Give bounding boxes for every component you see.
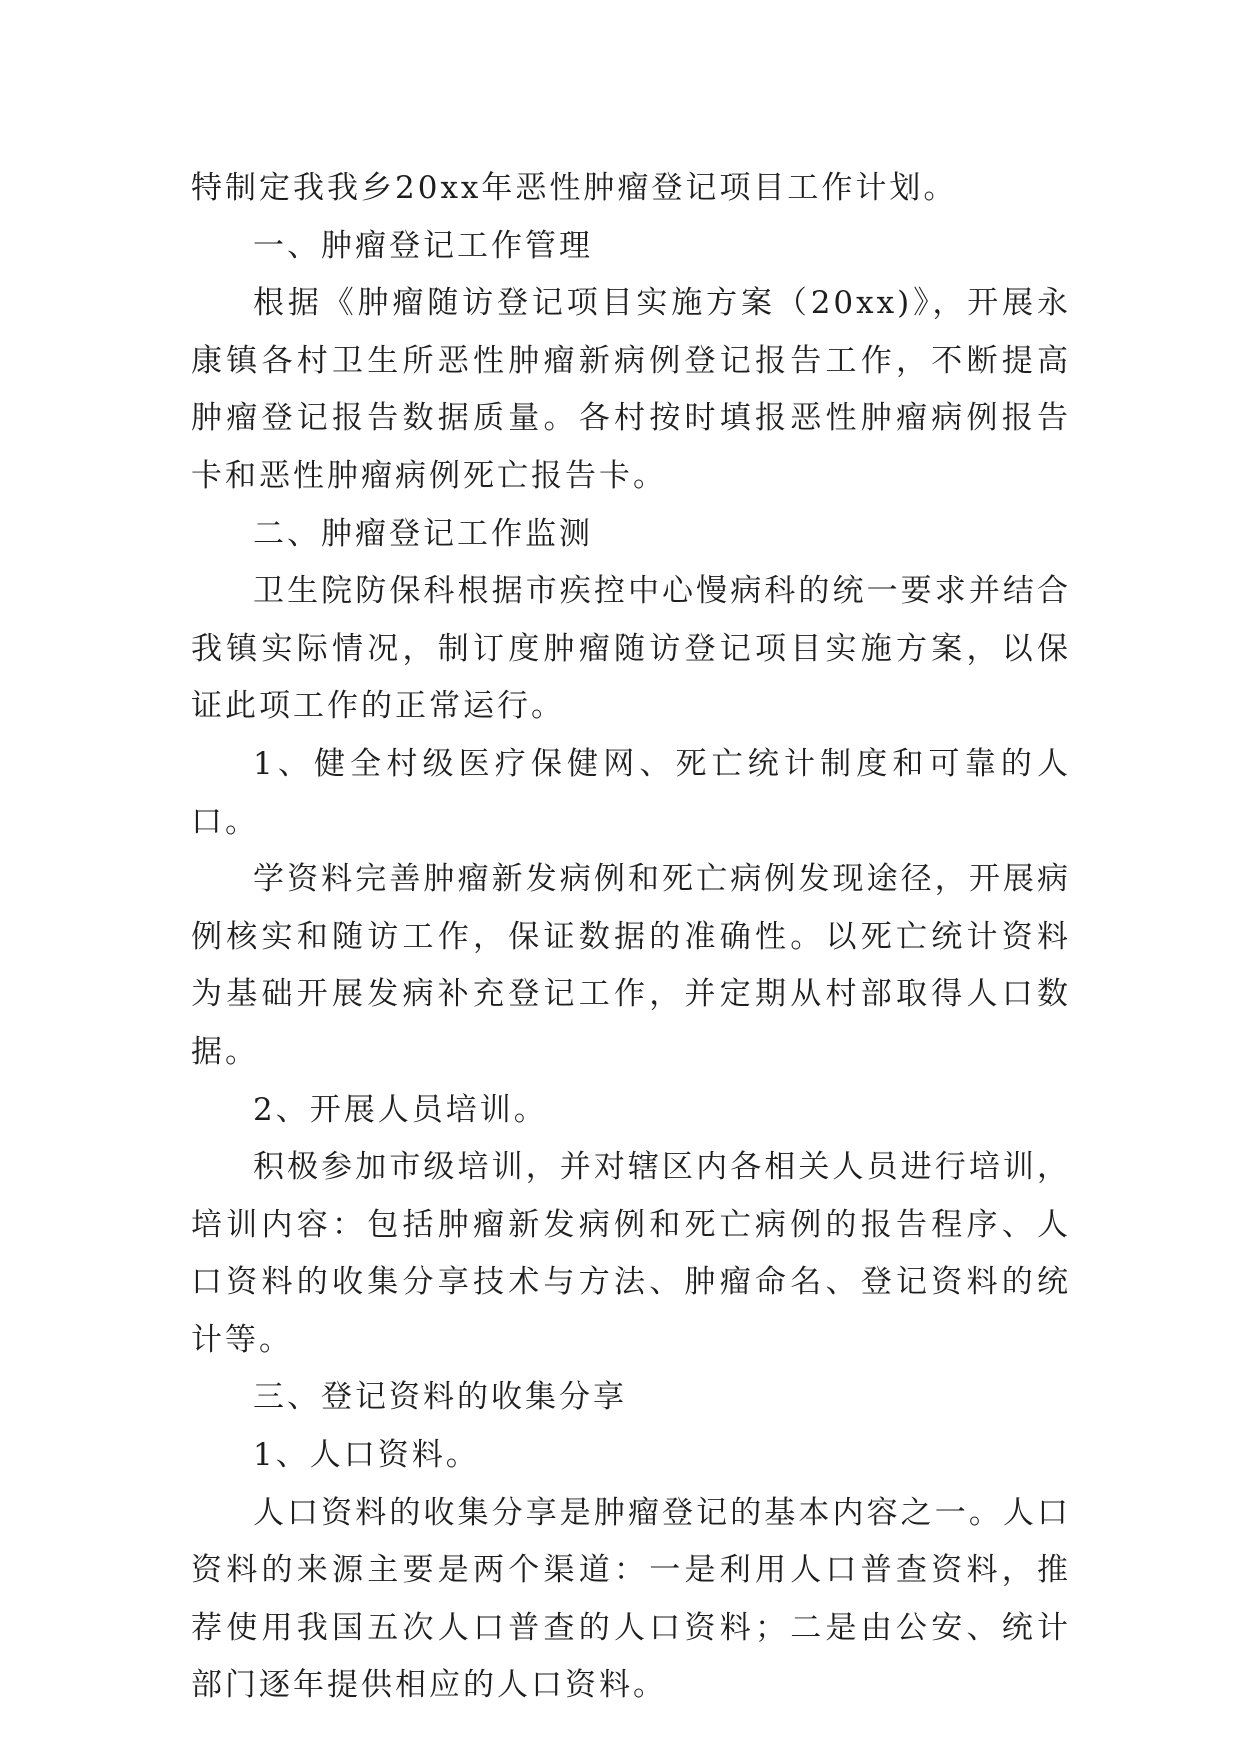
paragraph-monitoring: 卫生院防保科根据市疾控中心慢病科的统一要求并结合我镇实际情况，制订度肿瘤随访登记项目实施方案，以保证此项工作的正常运行。 <box>191 573 1071 725</box>
paragraph-intro: 特制定我我乡20xx年恶性肿瘤登记项目工作计划。 <box>191 170 958 206</box>
section-heading-2: 二、肿瘤登记工作监测 <box>253 515 593 552</box>
paragraph-item-2: 2、开展人员培训。 <box>253 1091 548 1128</box>
paragraph-management: 根据《肿瘤随访登记项目实施方案（20xx)》，开展永康镇各村卫生所恶性肿瘤新病例登记报告工作，不断提高肿瘤登记报告数据质量。各村按时填报恶性肿瘤病例报告卡和恶性肿瘤病例死亡报告卡。 <box>191 285 1071 494</box>
paragraph-training: 积极参加市级培训，并对辖区内各相关人员进行培训，培训内容：包括肿瘤新发病例和死亡病例的报告程序、人口资料的收集分享技术与方法、肿瘤命名、登记资料的统计等。 <box>191 1149 1071 1358</box>
paragraph-data-improvement: 学资料完善肿瘤新发病例和死亡病例发现途径，开展病例核实和随访工作，保证数据的准确性。以死亡统计资料为基础开展发病补充登记工作，并定期从村部取得人口数据。 <box>191 861 1071 1070</box>
section-heading-3: 三、登记资料的收集分享 <box>253 1379 627 1416</box>
paragraph-item-1: 1、健全村级医疗保健网、死亡统计制度和可靠的人口。 <box>191 745 1071 840</box>
paragraph-population-data: 人口资料的收集分享是肿瘤登记的基本内容之一。人口资料的来源主要是两个渠道：一是利用人口普查资料，推荐使用我国五次人口普查的人口资料；二是由公安、统计部门逐年提供相应的人口资料。 <box>191 1494 1071 1704</box>
document-body <box>191 160 1071 1715</box>
paragraph-subitem-1: 1、人口资料。 <box>253 1437 480 1474</box>
section-heading-1: 一、肿瘤登记工作管理 <box>253 227 593 264</box>
